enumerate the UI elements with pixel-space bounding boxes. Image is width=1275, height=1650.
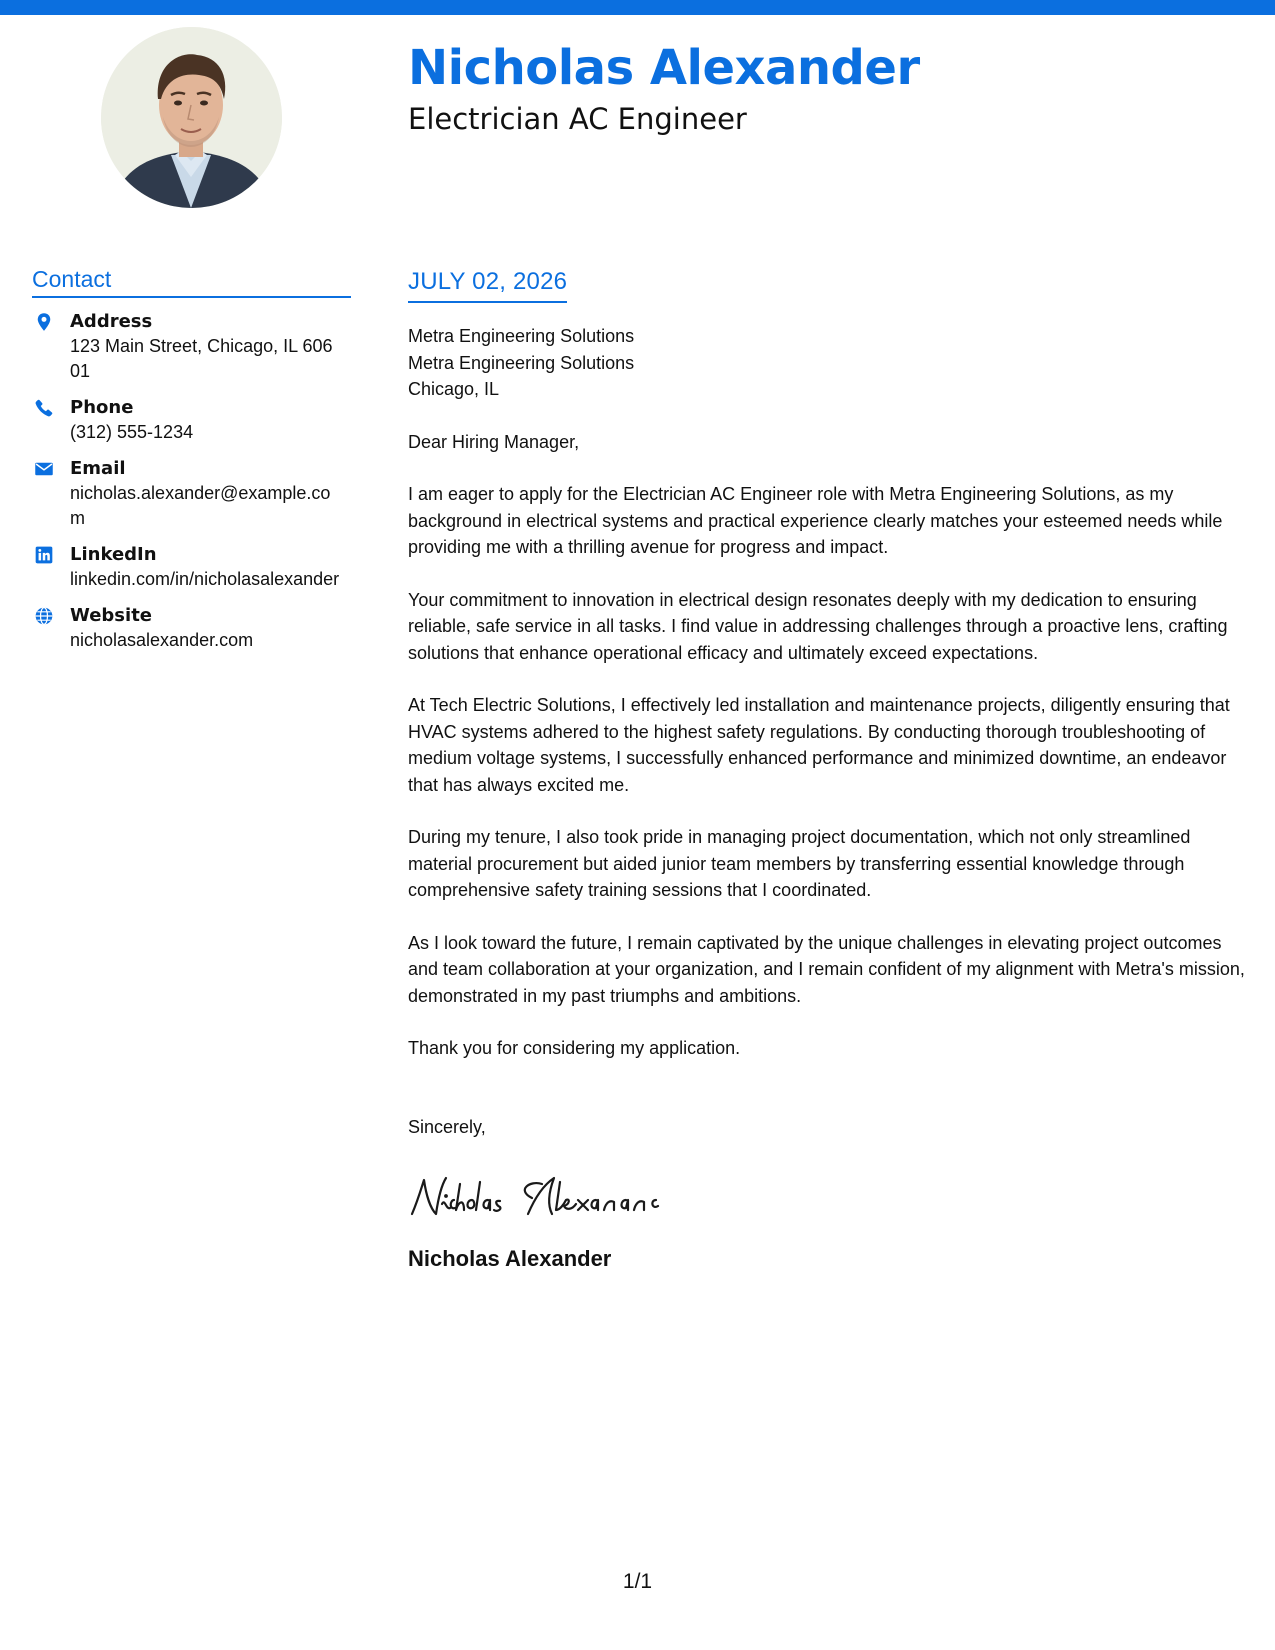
globe-icon: [34, 606, 54, 626]
recipient-line: Metra Engineering Solutions: [408, 352, 635, 373]
salutation: Dear Hiring Manager,: [408, 431, 580, 452]
address-label: Address: [70, 311, 153, 332]
candidate-name: Nicholas Alexander: [408, 40, 920, 96]
top-accent-bar: [0, 0, 1275, 15]
linkedin-value: linkedin.com/in/nicholasalexander: [70, 569, 340, 589]
closing: Sincerely,: [408, 1116, 486, 1137]
email-icon: [34, 459, 54, 479]
contact-heading: Contact: [32, 266, 351, 298]
signer-name: Nicholas Alexander: [408, 1246, 612, 1271]
linkedin-icon: [34, 545, 54, 565]
contact-item-website: [32, 604, 351, 653]
contact-item-address: [32, 310, 351, 384]
job-title: Electrician AC Engineer: [408, 102, 747, 136]
contact-item-email: [32, 457, 351, 531]
handwritten-signature: [408, 1170, 1248, 1230]
profile-photo: [101, 27, 282, 208]
phone-value: (312) 555-1234: [70, 422, 194, 442]
paragraph: During my tenure, I also took pride in managing project documentation, which not only streamlined material procurement but aided junior team members by transferring essential knowledge through comprehensive safety training sessions that I coordinated.: [408, 827, 1191, 900]
paragraph: As I look toward the future, I remain captivated by the unique challenges in elevating project outcomes and team collaboration at your organization, and I remain confident of my alignment with Metra's mission, demonstrated in my past triumphs and ambitions.: [408, 932, 1245, 1006]
contact-item-linkedin: [32, 543, 351, 592]
paragraph: Your commitment to innovation in electrical design resonates deeply with my dedication to ensuring reliable, safe service in all tasks. I find value in addressing challenges through a proactive lens, crafting solutions that enhance operational efficacy and ultimately exceed expectations.: [408, 589, 1228, 663]
map-pin-icon: [34, 312, 54, 332]
paragraph: I am eager to apply for the Electrician AC Engineer role with Metra Engineering Solutions, as my background in electrical systems and practical experience clearly matches your esteemed needs while providing me with a thrilling avenue for progress and impact.: [408, 484, 1223, 557]
contact-item-phone: [32, 396, 351, 445]
page-number: 1/1: [622, 1570, 653, 1593]
recipient-block: [408, 323, 1248, 403]
linkedin-label: LinkedIn: [70, 544, 157, 565]
phone-label: Phone: [70, 397, 134, 418]
address-value: 123 Main Street, Chicago, IL 60601: [70, 336, 333, 381]
phone-icon: [34, 398, 54, 418]
recipient-line: Chicago, IL: [408, 379, 500, 399]
website-label: Website: [70, 605, 153, 626]
paragraph: Thank you for considering my application.: [408, 1038, 741, 1058]
contact-sidebar: [32, 266, 351, 665]
recipient-line: Metra Engineering Solutions: [408, 326, 635, 346]
paragraph: At Tech Electric Solutions, I effectively led installation and maintenance projects, diligently ensuring that HVAC systems adhered to the highest safety regulations. By conducting thorough troubleshooting of medium voltage systems, I successfully enhanced performance and minimized downtime, an endeavor that has always excited me.: [408, 695, 1230, 795]
email-label: Email: [70, 458, 126, 479]
email-value: nicholas.alexander@example.com: [70, 483, 331, 528]
letter-date: JULY 02, 2026: [408, 268, 567, 303]
letter-body: [408, 268, 1248, 1272]
website-value: nicholasalexander.com: [70, 630, 254, 650]
